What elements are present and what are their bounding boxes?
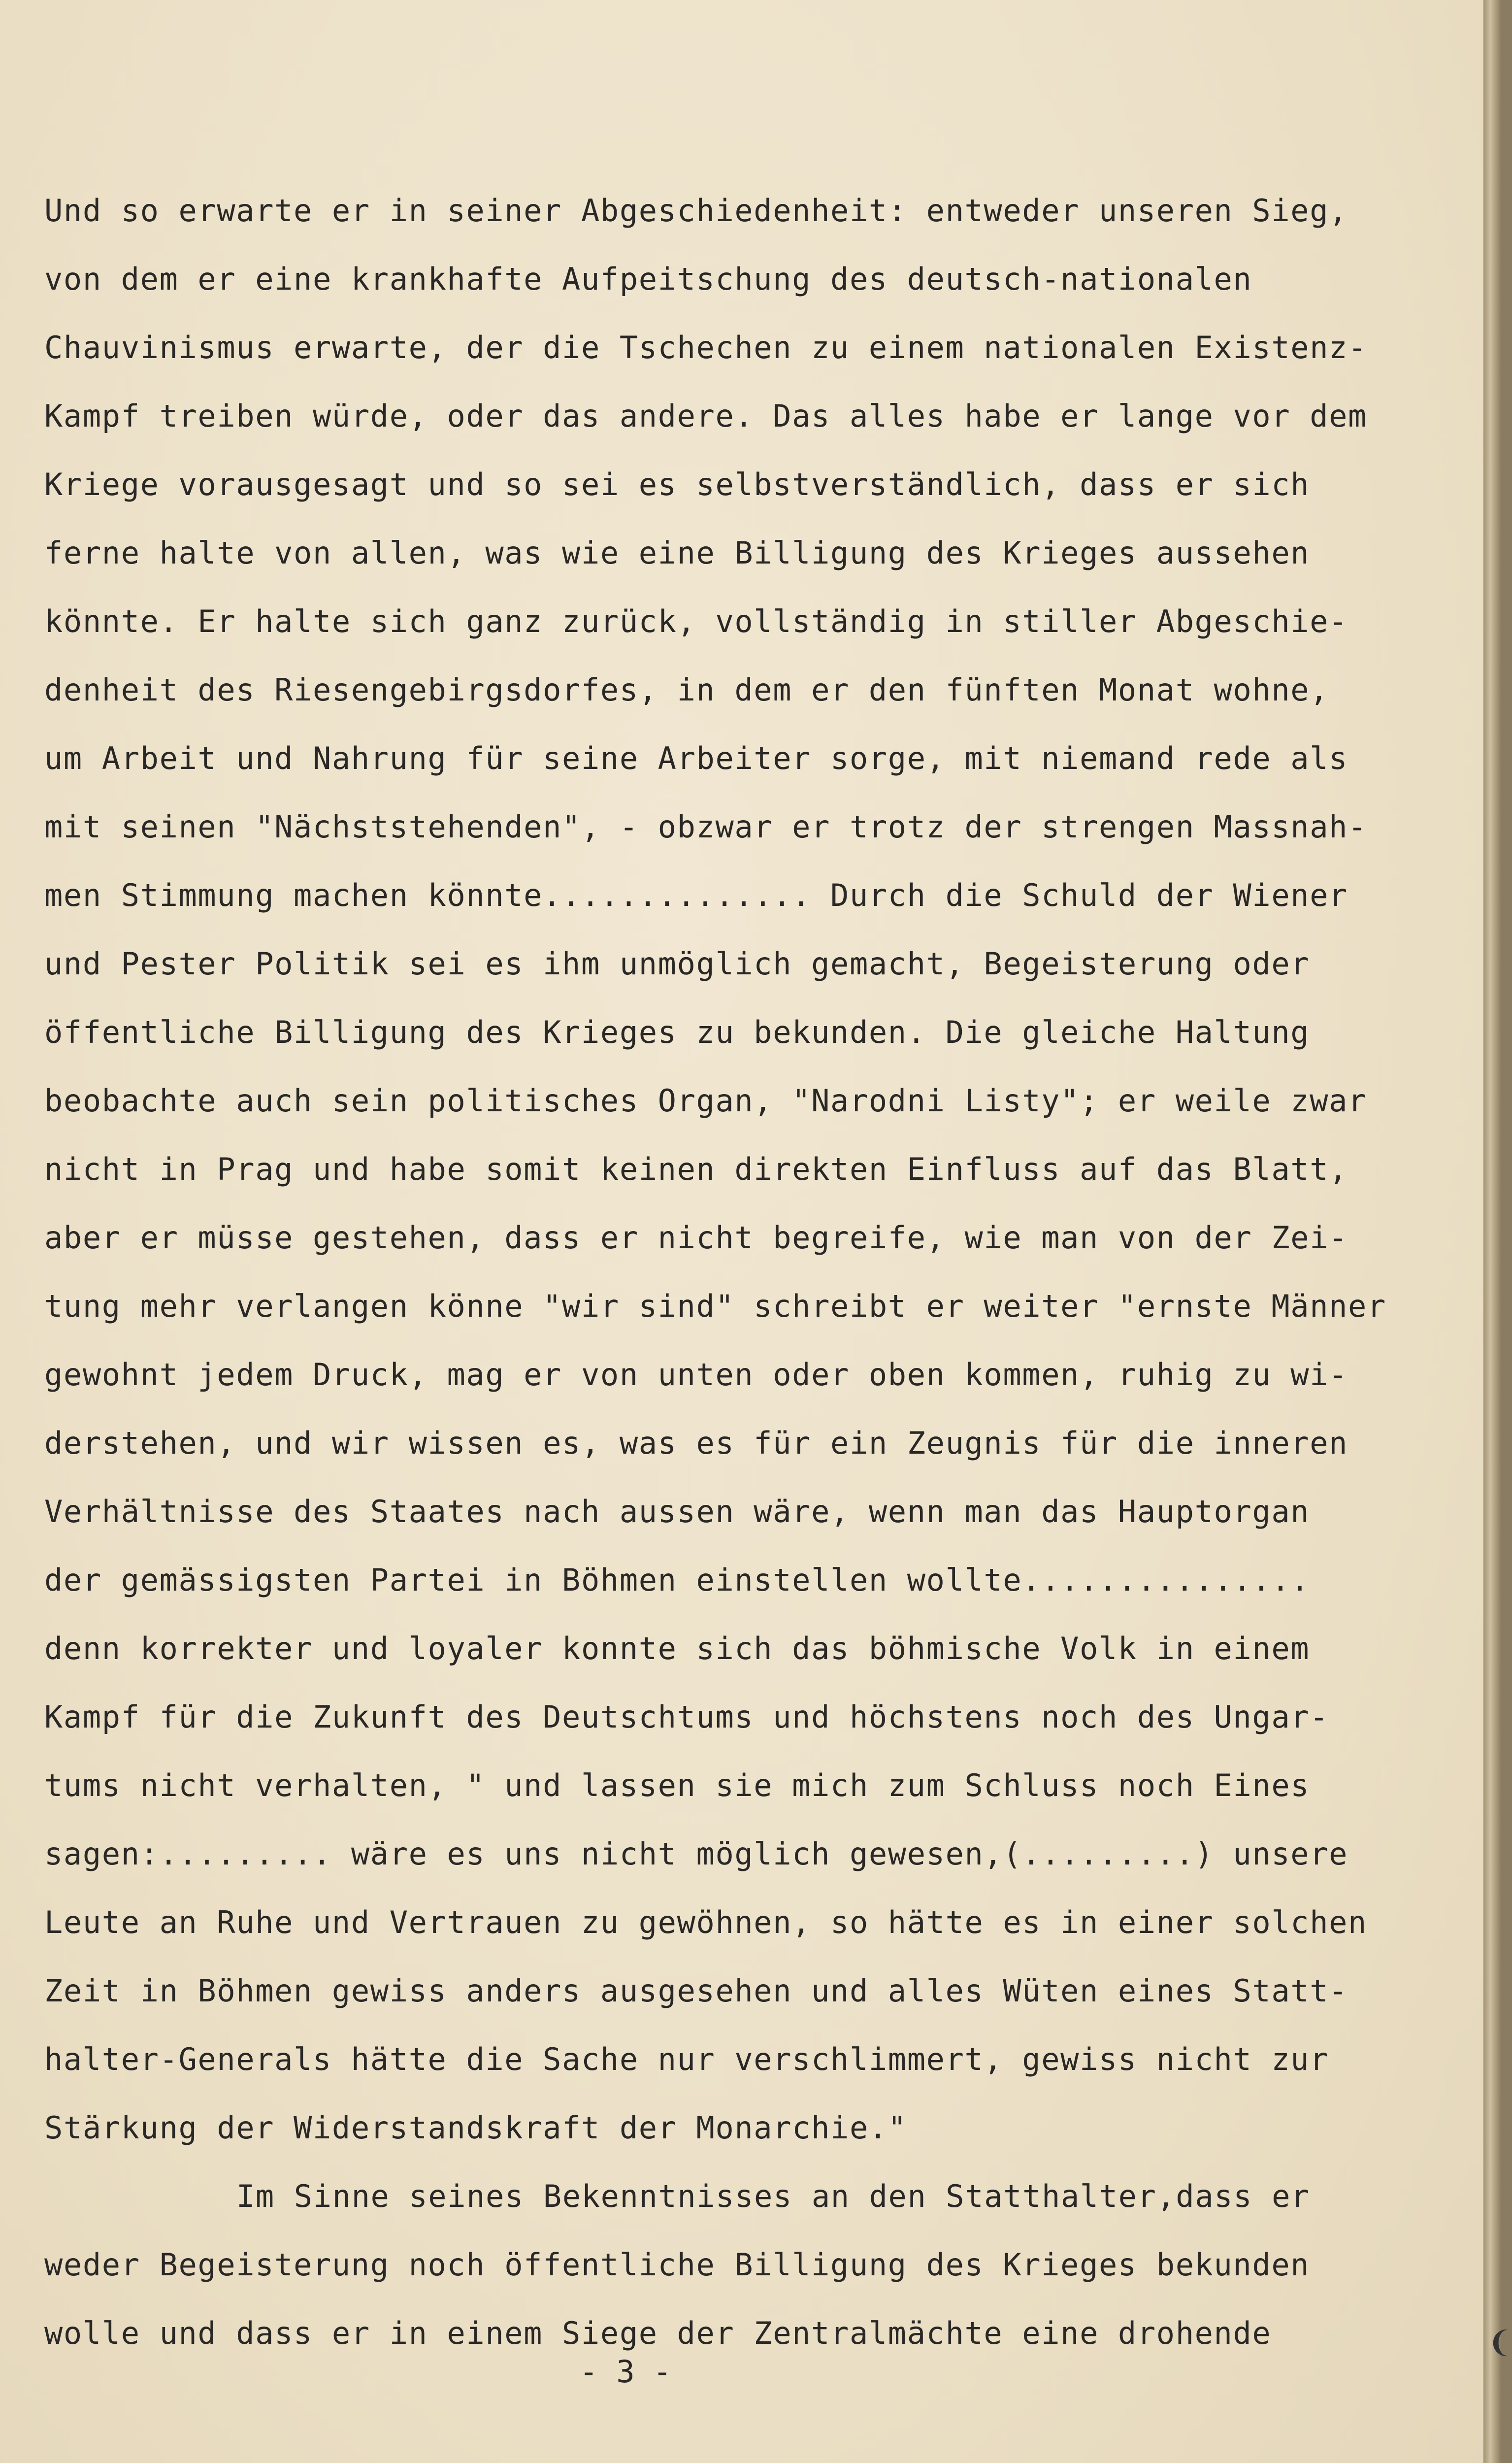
typed-text-body [44, 176, 1463, 2367]
text-line: Stärkung der Widerstandskraft der Monarchie." [44, 2110, 907, 2146]
text-line: halter-Generals hätte die Sache nur verschlimmert, gewiss nicht zur [44, 2041, 1329, 2077]
text-line: nicht in Prag und habe somit keinen direkten Einfluss auf das Blatt, [44, 1151, 1348, 1187]
text-line: und Pester Politik sei es ihm unmöglich gemacht, Begeisterung oder [44, 946, 1310, 982]
text-line: Chauvinismus erwarte, der die Tschechen zu einem nationalen Existenz- [44, 330, 1367, 366]
text-line: Leute an Ruhe und Vertrauen zu gewöhnen, so hätte es in einer solchen [44, 1904, 1367, 1940]
text-line: Kriege vorausgesagt und so sei es selbstverständlich, dass er sich [44, 466, 1310, 502]
text-line: Kampf für die Zukunft des Deutschtums und höchstens noch des Ungar- [44, 1699, 1329, 1735]
text-line: wolle und dass er in einem Siege der Zentralmächte eine drohende [44, 2315, 1272, 2351]
text-line: Kampf treiben würde, oder das andere. Das alles habe er lange vor dem [44, 398, 1367, 434]
text-line: beobachte auch sein politisches Organ, "Narodni Listy"; er weile zwar [44, 1083, 1367, 1119]
page-number: - 3 - [579, 2354, 672, 2390]
text-line: tums nicht verhalten, " und lassen sie mich zum Schluss noch Eines [44, 1767, 1310, 1803]
text-line: denn korrekter und loyaler konnte sich das böhmische Volk in einem [44, 1631, 1310, 1666]
text-line: Und so erwarte er in seiner Abgeschiedenheit: entweder unseren Sieg, [44, 193, 1348, 229]
text-line: gewohnt jedem Druck, mag er von unten oder oben kommen, ruhig zu wi- [44, 1357, 1348, 1393]
text-line: sagen:......... wäre es uns nicht möglich gewesen,(.........) unsere [44, 1836, 1348, 1872]
paragraph-start-line: Im Sinne seines Bekenntnisses an den Statthalter,dass er [236, 2178, 1310, 2214]
text-line: weder Begeisterung noch öffentliche Billigung des Krieges bekunden [44, 2247, 1310, 2283]
text-line: von dem er eine krankhafte Aufpeitschung des deutsch-nationalen [44, 261, 1252, 297]
text-line: denheit des Riesengebirgsdorfes, in dem er den fünften Monat wohne, [44, 672, 1329, 708]
text-line: der gemässigsten Partei in Böhmen einstellen wollte............... [44, 1562, 1310, 1598]
text-line: mit seinen "Nächststehenden", - obzwar er trotz der strengen Massnah- [44, 809, 1367, 845]
text-line: Zeit in Böhmen gewiss anders ausgesehen und alles Wüten eines Statt- [44, 1973, 1348, 2009]
text-line: aber er müsse gestehen, dass er nicht begreife, wie man von der Zei- [44, 1220, 1348, 1256]
text-line: men Stimmung machen könnte.............. Durch die Schuld der Wiener [44, 877, 1348, 913]
text-line: tung mehr verlangen könne "wir sind" schreibt er weiter "ernste Männer [44, 1288, 1386, 1324]
binding-thread-icon: ❨ [1487, 2325, 1512, 2360]
text-line: um Arbeit und Nahrung für seine Arbeiter sorge, mit niemand rede als [44, 740, 1348, 776]
text-line: könnte. Er halte sich ganz zurück, vollständig in stiller Abgeschie- [44, 603, 1348, 639]
text-line: derstehen, und wir wissen es, was es für ein Zeugnis für die inneren [44, 1425, 1348, 1461]
binding-edge [1483, 0, 1501, 2463]
text-line: ferne halte von allen, was wie eine Billigung des Krieges aussehen [44, 535, 1310, 571]
text-line: öffentliche Billigung des Krieges zu bekunden. Die gleiche Haltung [44, 1014, 1310, 1050]
text-line: Verhältnisse des Staates nach aussen wäre, wenn man das Hauptorgan [44, 1494, 1310, 1530]
